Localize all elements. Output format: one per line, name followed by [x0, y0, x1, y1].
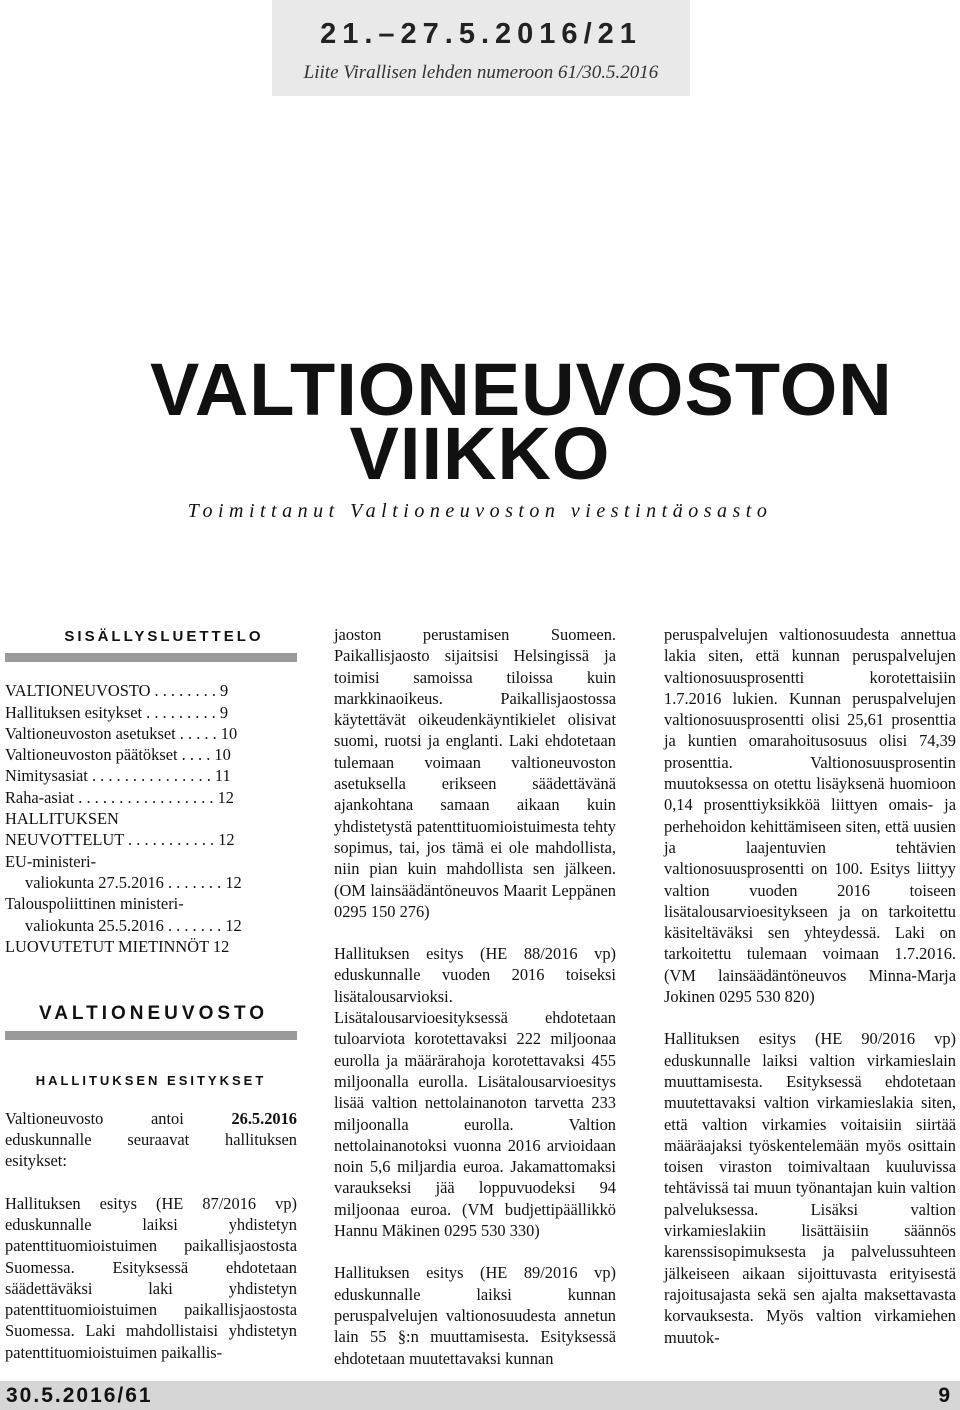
issue-range: 21.–27.5.2016/21: [320, 18, 642, 50]
he-89-continued: peruspalvelujen valtionosuudesta annettua lakia siten, että kunnan peruspalvelujen valtionosuusprosentti korotettaisiin 1.7.2016 lukien. Kunnan peruspalvelujen valtionosuusprosentti olisi 25,61 prosenttia ja kuntien omarahoitusosuus olisi 74,39 prosenttia. Valtionosuusprosentin muutoksessa on otettu lisäyksenä huomioon 0,14 prosenttiyksikköä liittyen omais- ja perhehoidon kehittämiseen siten, että uusien ja laajentuvien tehtävien valtionosuusprosentti on 100. Esitys liittyy valtion vuoden 2016 toiseen lisätalousarvioesitykseen ja on tarkoitettu käsiteltäväksi sen yhteydessä. Laki on tarkoitettu tulemaan voimaan 1.7.2016. (VM lainsäädäntöneuvos Minna-Marja Jokinen 0295 530 820): [664, 625, 956, 1007]
section-rule: [5, 1031, 297, 1040]
toc-rule: [5, 653, 297, 662]
section-subheading: HALLITUKSEN ESITYKSET: [35, 1073, 267, 1089]
intro-text: Valtioneuvosto antoi: [5, 1108, 232, 1128]
toc-row: Nimitysasiat . . . . . . . . . . . . . . . 11: [5, 766, 231, 786]
toc-row: EU-ministeri-: [5, 851, 97, 871]
toc-row: HALLITUKSEN: [5, 809, 119, 829]
supplement-note: Liite Virallisen lehden numeroon 61/30.5.2016: [303, 62, 659, 83]
toc-row: VALTIONEUVOSTO . . . . . . . . 9: [5, 681, 229, 701]
he-89-paragraph: Hallituksen esitys (HE 89/2016 vp) eduskunnalle laiksi kunnan peruspalvelujen valtionosuudesta annetun lain 55 §:n muuttamisesta. Esityksessä ehdotetaan muutettavaksi kunnan: [334, 1263, 616, 1368]
masthead-title-line1: VALTIONEUVOSTON: [150, 348, 893, 431]
masthead-title-line2: VIIKKO: [349, 412, 611, 495]
toc-row: Valtioneuvoston päätökset . . . . 10: [5, 745, 231, 765]
masthead-editor: Toimittanut Valtioneuvoston viestintäosasto: [187, 500, 773, 522]
intro-date: 26.5.2016: [231, 1108, 297, 1128]
toc-heading: SISÄLLYSLUETTELO: [64, 628, 264, 645]
toc-row: Raha-asiat . . . . . . . . . . . . . . . . . 12: [5, 787, 234, 807]
masthead-title: [150, 348, 893, 495]
toc-row: Hallituksen esitykset . . . . . . . . . 9: [5, 702, 229, 722]
footer-bar: [0, 1381, 960, 1410]
he-88-paragraph: Hallituksen esitys (HE 88/2016 vp) eduskunnalle vuoden 2016 toiseksi lisätalousarvioksi. Lisätalousarvioesityksessä ehdotetaan tuloarviota korotettavaksi 222 miljoonaa eurolla ja määrärahoja korotettavaksi 455 miljoonalla eurolla. Lisätalousarvioesitys lisää valtion nettolainanoton tarvetta 233 miljoonalla eurolla. Valtion nettolainanotoksi vuonna 2016 arvioidaan noin 5,6 miljardia euroa. Jakamattomaksi varaukseksi jää loppuvuodeksi 94 miljoonaa euroa. (VM budjettipäällikkö Hannu Mäkinen 0295 530 330): [334, 944, 616, 1241]
footer-issue-date: 30.5.2016/61: [6, 1384, 153, 1407]
toc-row: valiokunta 27.5.2016 . . . . . . . 12: [25, 872, 242, 892]
toc-row: NEUVOTTELUT . . . . . . . . . . . 12: [5, 830, 235, 850]
issue-header-box: [272, 0, 690, 96]
intro-paragraph: [5, 1108, 297, 1172]
toc-row: Valtioneuvoston asetukset . . . . . 10: [5, 723, 238, 743]
toc-list: [5, 680, 297, 957]
he-87-continued: jaoston perustamisen Suomeen. Paikallisjaosto sijaitsisi Helsingissä ja toimisi samoissa tiloissa kuin markkinaoikeus. Paikallisjaostossa käytettävät oikeudenkäyntikielet olisivat suomi, ruotsi ja englanti. Laki ehdotetaan tulemaan voimaan valtioneuvoston asetuksella erikseen säädettävänä ajankohtana samaan aikaan kuin yhdistetystä patenttituomioistuimesta tehty sopimus, tai, jos tämä ei ole mahdollista, niin pian kuin mahdollista sen jälkeen. (OM lainsäädäntöneuvos Maarit Leppänen 0295 150 276): [334, 625, 616, 921]
section-heading: VALTIONEUVOSTO: [38, 1003, 269, 1025]
column-1: [5, 624, 297, 1363]
toc-row: Talouspoliittinen ministeri-: [5, 894, 184, 914]
intro-text-rest: eduskunnalle seuraavat hallituksen esitykset:: [5, 1130, 297, 1171]
page-number: 9: [938, 1384, 950, 1407]
column-3: [664, 624, 956, 1348]
he-87-paragraph: Hallituksen esitys (HE 87/2016 vp) eduskunnalle laiksi yhdistetyn patenttituomioistuimen paikallisjaostosta Suomessa. Esityksessä ehdotetaan säädettäväksi laki yhdistetyn patenttituomioistuimen paikallisjaostosta Suomessa. Laki mahdollistaisi yhdistetyn patenttituomioistuimen paikallis-: [5, 1193, 297, 1362]
column-2: [334, 624, 616, 1369]
toc-row: LUOVUTETUT MIETINNÖT 12: [5, 936, 230, 956]
he-90-paragraph: Hallituksen esitys (HE 90/2016 vp) eduskunnalle laiksi valtion virkamieslain muuttamisesta. Esityksessä ehdotetaan muutettavaksi valtion virkamieslakia siten, että valtion virkamies voitaisiin siirtää määräajaksi työskentelemään myös osittain toisen viraston toimivaltaan kuuluvissa tehtävissä tai muun työnantajan kuin valtion palveluksessa. Lisäksi valtion virkamieslakiin lisättäisiin säännös karenssisopimuksesta ja palvelussuhteen jälkeiseen aikaan sijoittuvasta erityisestä rajoitusajasta sekä sen ajalta maksettavasta korvauksesta. Myös valtion virkamiehen muutok-: [664, 1029, 956, 1347]
toc-row: valiokunta 25.5.2016 . . . . . . . 12: [25, 915, 242, 935]
